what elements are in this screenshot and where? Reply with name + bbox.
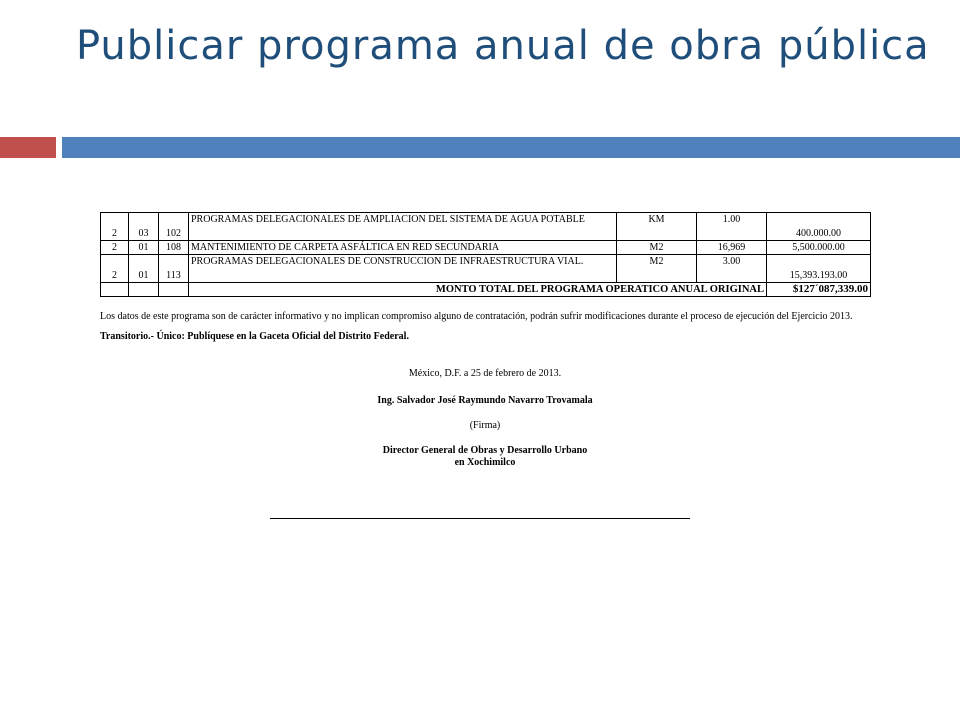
table-cell: 400.000.00 [767,213,871,241]
signer-role-line-2: en Xochimilco [454,457,516,468]
program-table [100,212,871,297]
table-cell: M2 [617,255,697,283]
table-cell: 2 [101,255,129,283]
table-cell: 113 [159,255,189,283]
total-value: $127´087,339.00 [767,283,871,297]
table-cell: 16,969 [697,241,767,255]
table-cell: 3.00 [697,255,767,283]
table-cell: PROGRAMAS DELEGACIONALES DE AMPLIACION DEL SISTEMA DE AGUA POTABLE [189,213,617,241]
signer-name: Ing. Salvador José Raymundo Navarro Trovamala [377,395,593,406]
place-date: México, D.F. a 25 de febrero de 2013. [408,368,562,379]
signature-block [100,368,870,469]
table-row [101,255,871,283]
title-accent-bar-blue [62,137,960,158]
signature-divider [270,518,690,519]
table-cell: 5,500.000.00 [767,241,871,255]
table-cell: MANTENIMIENTO DE CARPETA ASFÁLTICA EN RED SECUNDARIA [189,241,617,255]
table-cell [159,283,189,297]
table-cell: 01 [129,241,159,255]
table-cell: 01 [129,255,159,283]
table-cell: 03 [129,213,159,241]
table-cell: PROGRAMAS DELEGACIONALES DE CONSTRUCCION DE INFRAESTRUCTURA VIAL. [189,255,617,283]
table-cell [129,283,159,297]
signature-mark: (Firma) [469,420,501,431]
table-cell: 2 [101,213,129,241]
slide-title: Publicar programa anual de obra pública [76,23,930,69]
table-row [101,213,871,241]
transitorio-text: Transitorio.- Único: Publíquese en la Gaceta Oficial del Distrito Federal. [100,331,409,342]
document-excerpt [100,212,880,469]
table-cell [101,283,129,297]
informative-note: Los datos de este programa son de carácter informativo y no implican compromiso alguno de contratación, podrán sufrir modificaciones durante el proceso de ejecución del Ejercicio 2013. [100,311,853,322]
total-label: MONTO TOTAL DEL PROGRAMA OPERATICO ANUAL ORIGINAL [189,283,767,297]
table-cell: 2 [101,241,129,255]
table-cell: M2 [617,241,697,255]
table-row [101,241,871,255]
table-cell: 15,393.193.00 [767,255,871,283]
signer-role [100,445,870,469]
table-cell: KM [617,213,697,241]
signer-role-line-1: Director General de Obras y Desarrollo Urbano [382,445,588,456]
total-row [101,283,871,297]
title-accent-bar-red [0,137,56,158]
table-cell: 108 [159,241,189,255]
table-cell: 1.00 [697,213,767,241]
table-cell: 102 [159,213,189,241]
